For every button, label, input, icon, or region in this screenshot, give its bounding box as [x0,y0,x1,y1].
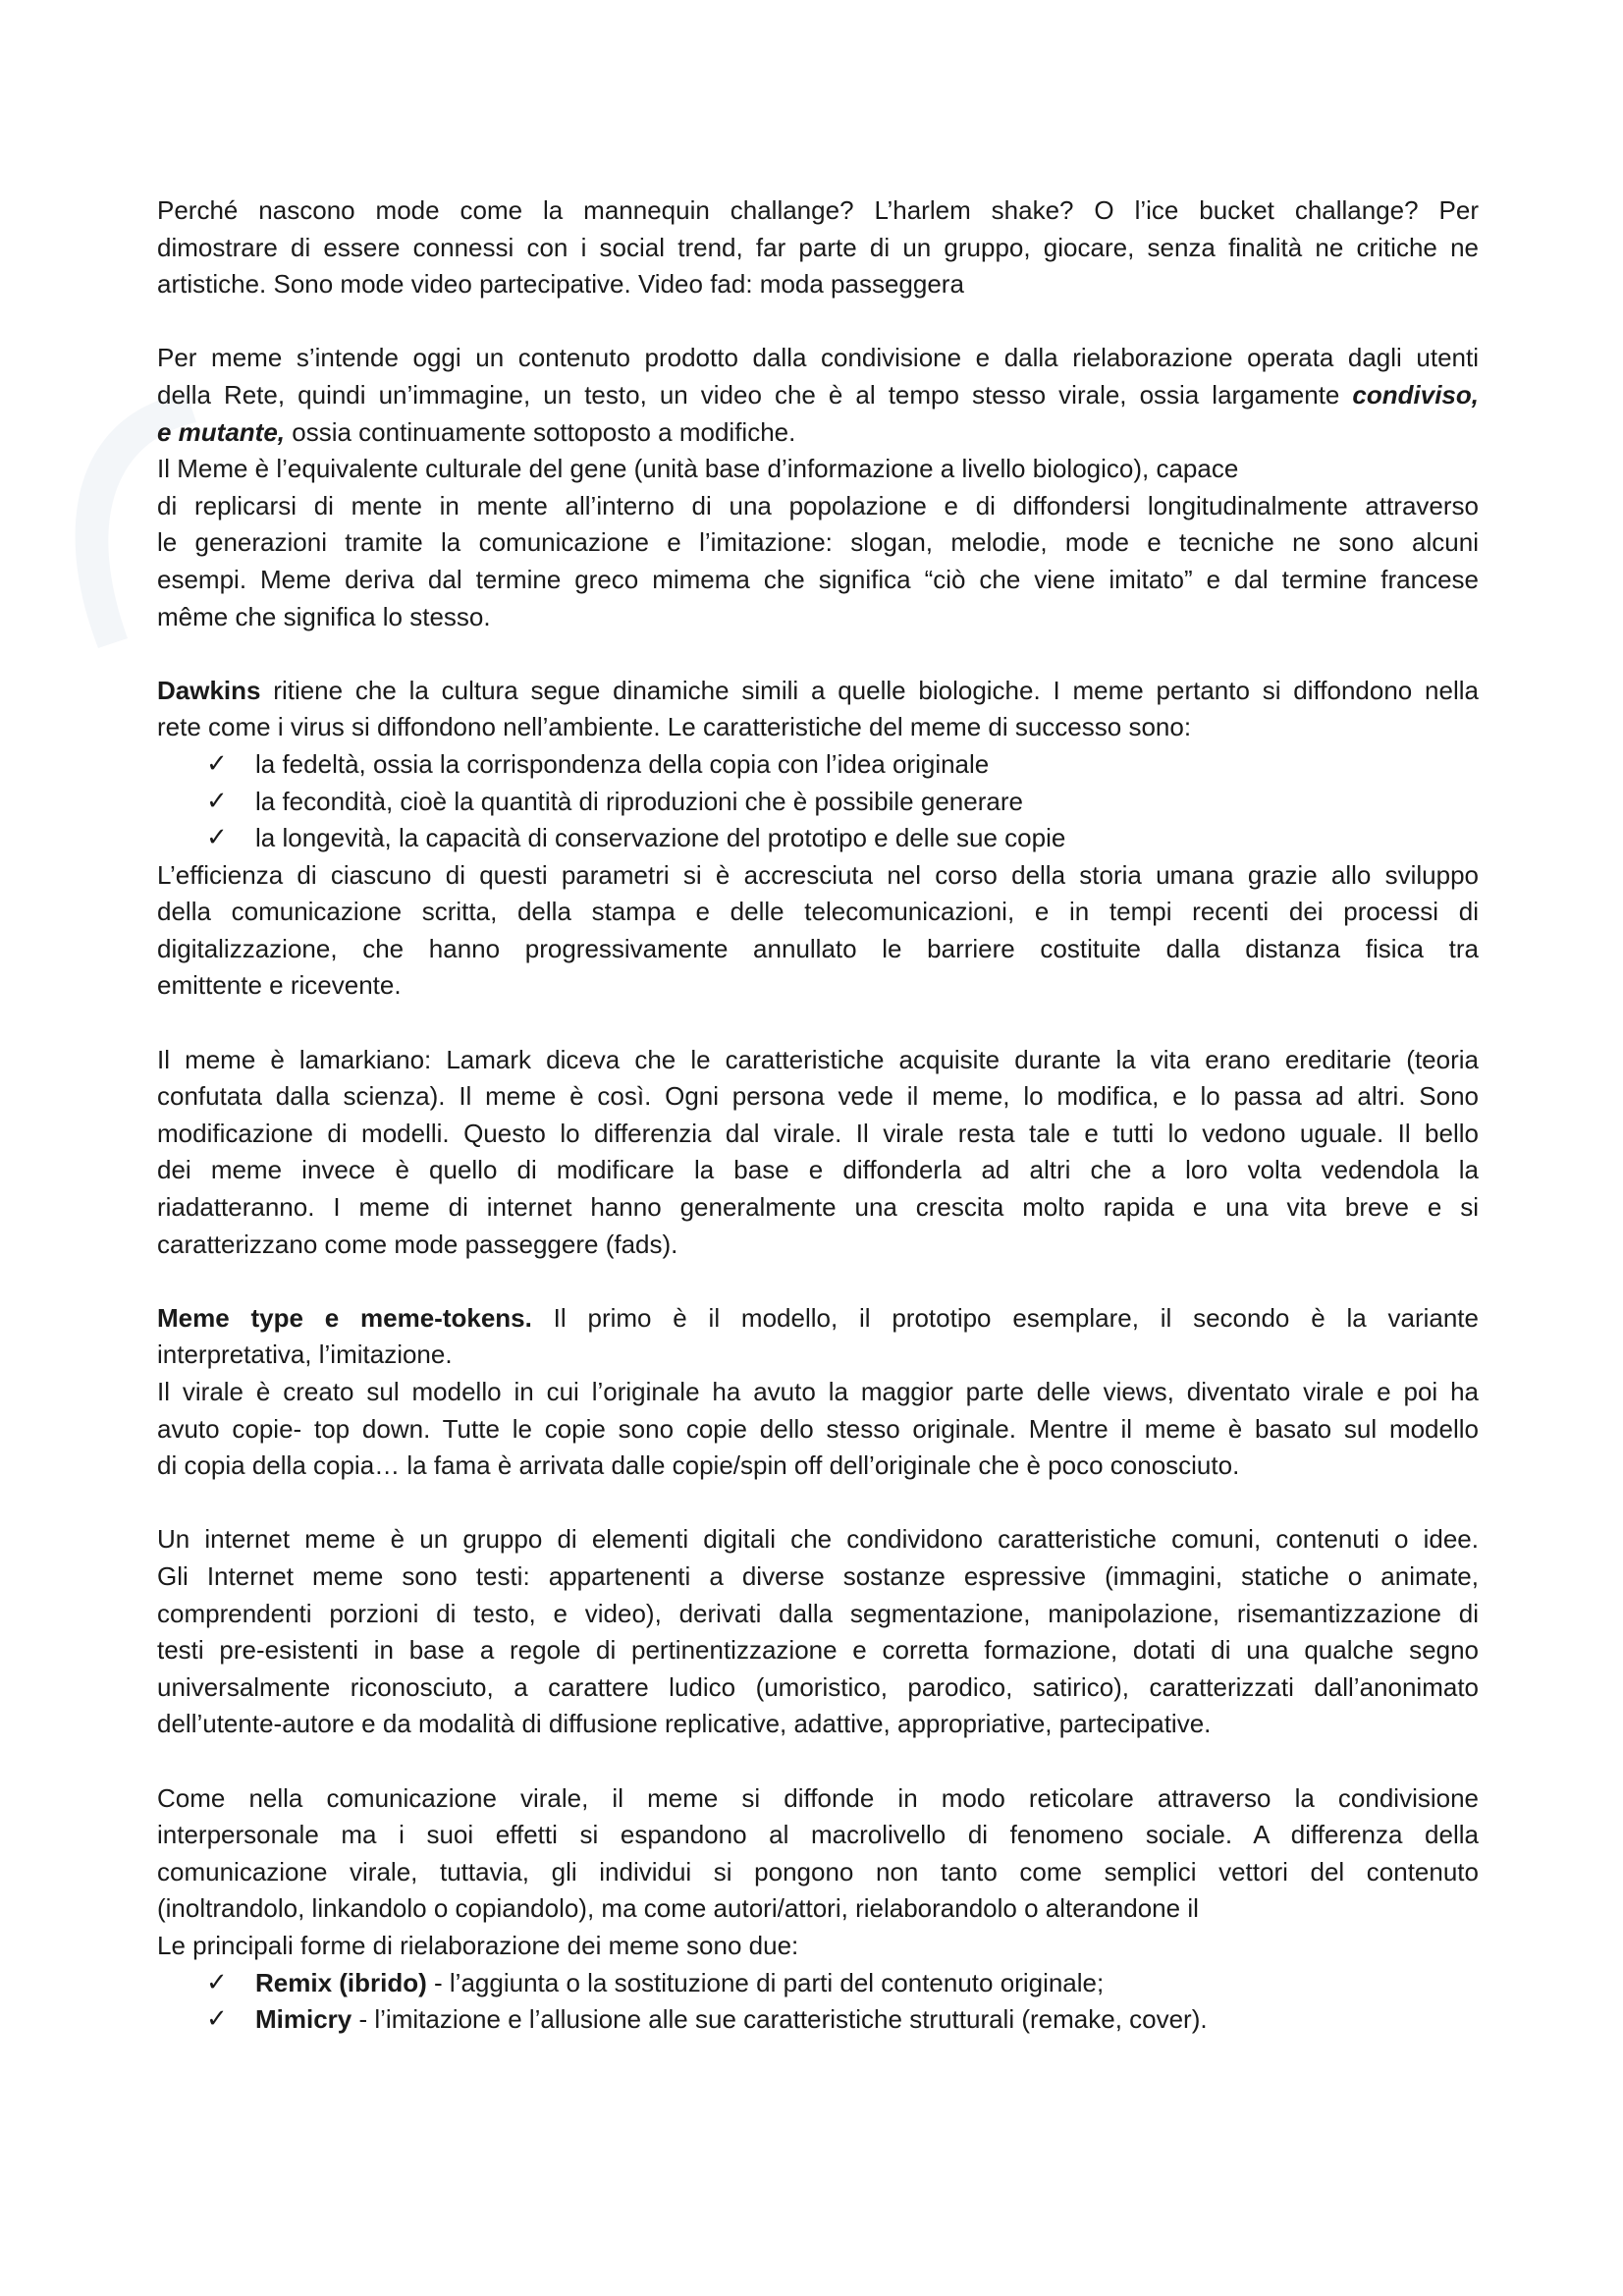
text-line: Gli Internet meme sono testi: appartenenti a diverse sostanze espressive (immagini, statiche o animate, [157,1560,1479,1591]
text-line [157,1300,1479,1338]
text-line: della comunicazione scritta, della stampa e delle telecomunicazioni, e in tempi recenti dei processi di [157,897,1479,927]
text-line: le generazioni tramite la comunicazione e l’imitazione: slogan, melodie, mode e tecniche ne sono alcuni [157,527,1479,558]
text-line: comprendenti porzioni di testo, e video), derivati dalla segmentazione, manipolazione, risemantizzazione di [157,1598,1479,1628]
emphasis-condiviso: condiviso, [1352,379,1479,410]
text-line: artistiche. Sono mode video partecipative. Video fad: moda passeggera [157,269,964,300]
list-item-text: - l’imitazione e l’allusione alle sue caratteristiche strutturali (remake, cover). [352,2004,1208,2035]
text-line: modificazione di modelli. Questo lo differenzia dal virale. Il virale resta tale e tutti lo vedono uguale. Il bello [157,1118,1479,1148]
text-line: confutata dalla scienza). Il meme è così. Ogni persona vede il meme, lo modifica, e lo passa ad altri. Sono [157,1081,1479,1112]
text-line: digitalizzazione, che hanno progressivamente annullato le barriere costituite dalla distanza fisica tra [157,933,1479,963]
paragraph-viral-communication [157,1780,1479,2039]
list-item [157,784,1479,821]
emphasis-mutante: e mutante, [157,416,286,447]
text-fragment: ritiene che la cultura segue dinamiche simili a quelle biologiche. I meme pertanto si diffondono nella [260,675,1479,705]
list-item [157,2001,1479,2039]
text-line: caratterizzano come mode passeggere (fads). [157,1229,678,1259]
paragraph-internet-meme [157,1521,1479,1743]
check-icon: ✓ [206,786,228,816]
text-line: emittente e ricevente. [157,970,402,1001]
checklist-characteristics [157,746,1479,857]
text-line: rete come i virus si diffondono nell’ambiente. Le caratteristiche del meme di successo sono: [157,712,1192,742]
list-item [157,1965,1479,2002]
list-item-text: la longevità, la capacità di conservazione del prototipo e delle sue copie [255,823,1066,853]
term-dawkins: Dawkins [157,675,261,705]
text-line: Il virale è creato sul modello in cui l’originale ha avuto la maggior parte delle views, diventato virale e poi ha [157,1377,1479,1406]
text-line: L’efficienza di ciascuno di questi parametri si è accresciuta nel corso della storia umana grazie allo sviluppo [157,859,1479,890]
text-line: dimostrare di essere connessi con i social trend, far parte di un gruppo, giocare, senza finalità ne critiche ne [157,232,1479,262]
text-line: même che significa lo stesso. [157,601,491,631]
check-icon: ✓ [206,748,228,779]
paragraph-meme-definition [157,340,1479,635]
text-line: Un internet meme è un gruppo di elementi digitali che condividono caratteristiche comuni, contenuti o idee. [157,1524,1479,1555]
text-line: dell’utente-autore e da modalità di diffusione replicative, adattive, appropriative, partecipative. [157,1709,1212,1739]
text-line: Le principali forme di rielaborazione dei meme sono due: [157,1930,799,1960]
text-line: Il Meme è l’equivalente culturale del gene (unità base d’informazione a livello biologico), capace [157,454,1239,484]
text-line: interpretativa, l’imitazione. [157,1339,453,1370]
text-line: interpersonale ma i suoi effetti si espandono al macrolivello di fenomeno sociale. A differenza della [157,1820,1479,1850]
text-fragment: ossia continuamente sottoposto a modifiche. [285,416,796,447]
text-fragment: Il primo è il modello, il prototipo esemplare, il secondo è la variante [531,1302,1479,1333]
text-line: universalmente riconosciuto, a carattere ludico (umoristico, parodico, satirico), caratterizzati dall’anonimato [157,1671,1479,1702]
check-icon: ✓ [206,823,228,853]
text-line: di copia della copia… la fama è arrivata dalle copie/spin off dell’originale che è poco conosciuto. [157,1450,1240,1481]
document-page [157,192,1479,2039]
paragraph-dawkins [157,673,1479,1005]
list-item [157,746,1479,784]
text-line: di replicarsi di mente in mente all’interno di una popolazione e di diffondersi longitudinalmente attraverso [157,490,1479,520]
list-item-text: - l’aggiunta o la sostituzione di parti del contenuto originale; [426,1967,1105,1997]
paragraph-meme-type [157,1300,1479,1485]
paragraph-intro [157,192,1479,303]
text-line: esempi. Meme deriva dal termine greco mimema che significa “ciò che viene imitato” e dal termine francese [157,564,1479,594]
text-line [157,377,1479,414]
check-icon: ✓ [206,1967,228,1997]
list-item-text: la fecondità, cioè la quantità di riproduzioni che è possibile generare [255,786,1023,816]
text-line: dei meme invece è quello di modificare la base e diffonderla ad altri che a loro volta vedendola la [157,1155,1479,1185]
text-line: avuto copie- top down. Tutte le copie sono copie dello stesso originale. Mentre il meme è basato sul modello [157,1413,1479,1444]
list-item-text: la fedeltà, ossia la corrispondenza della copia con l’idea originale [255,748,990,779]
text-line: comunicazione virale, tuttavia, gli individui si pongono non tanto come semplici vettori del contenuto [157,1856,1479,1886]
text-line: testi pre-esistenti in base a regole di pertinentizzazione e corretta formazione, dotati di una qualche segno [157,1635,1479,1666]
text-line: Il meme è lamarkiano: Lamark diceva che le caratteristiche acquisite durante la vita erano ereditarie (teoria [157,1044,1479,1074]
term-remix: Remix (ibrido) [255,1967,427,1997]
checklist-rework-forms [157,1965,1479,2039]
text-line: Come nella comunicazione virale, il meme si diffonde in modo reticolare attraverso la condivisione [157,1782,1479,1813]
text-line: Perché nascono mode come la mannequin challange? L’harlem shake? O l’ice bucket challange? Per [157,195,1479,225]
list-item [157,820,1479,857]
term-mimicry: Mimicry [255,2004,352,2035]
text-line: (inoltrandolo, linkandolo o copiandolo), ma come autori/attori, rielaborandolo o alterandone il [157,1893,1199,1924]
text-line: Per meme s’intende oggi un contenuto prodotto dalla condivisione e dalla rielaborazione operata dagli utenti [157,343,1479,373]
text-fragment: della Rete, quindi un’immagine, un testo, un video che è al tempo stesso virale, ossia largamente [157,379,1353,410]
text-line [157,414,1479,452]
paragraph-lamarkiano [157,1042,1479,1264]
text-line: riadatteranno. I meme di internet hanno generalmente una crescita molto rapida e una vita breve e si [157,1192,1479,1223]
text-line [157,673,1479,710]
check-icon: ✓ [206,2004,228,2035]
term-meme-type: Meme type e meme-tokens. [157,1302,532,1333]
